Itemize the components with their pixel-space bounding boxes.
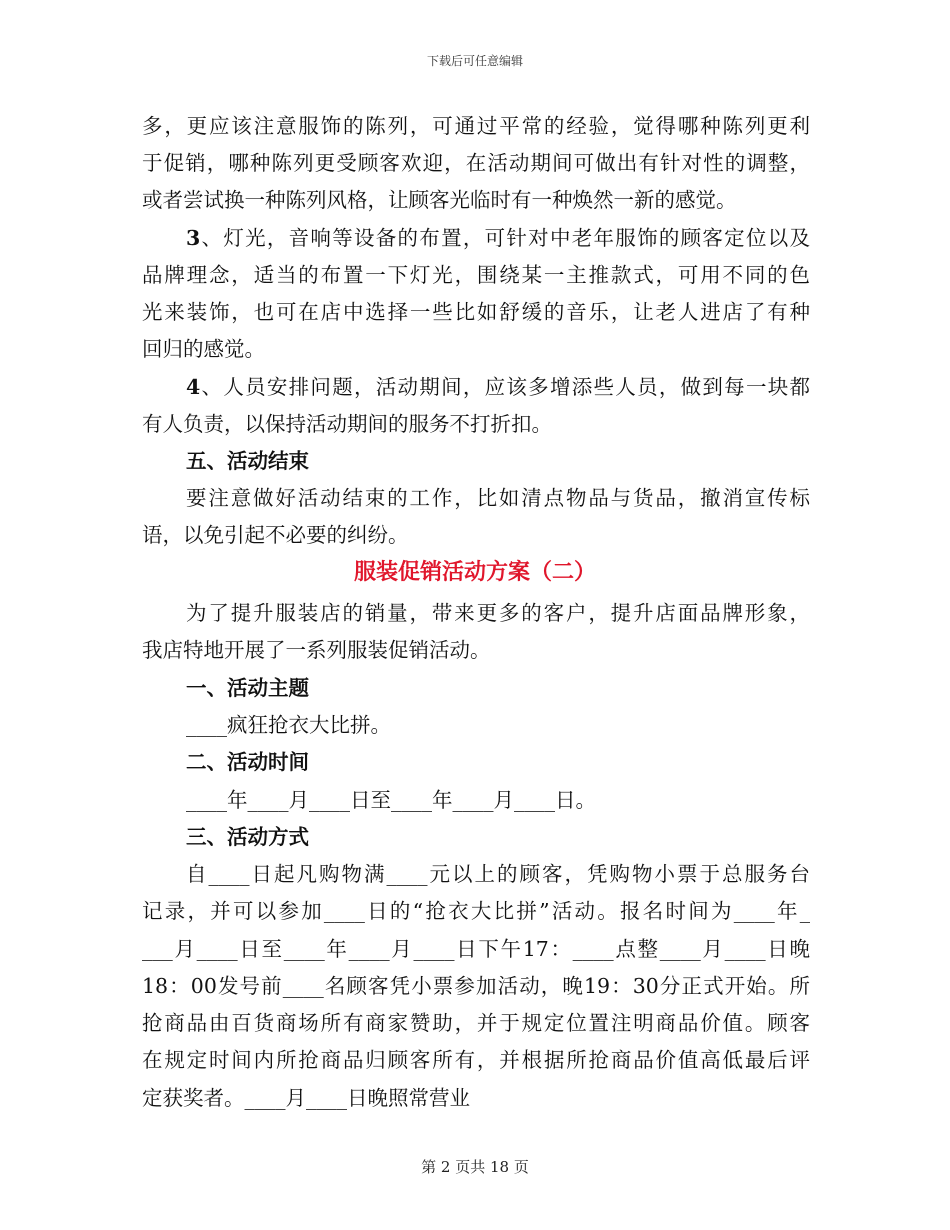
paragraph-line: 或者尝试换一种陈列风格，让顾客光临时有一种焕然一新的感觉。 [142, 188, 737, 212]
section-heading: 五、活动结束 [186, 449, 309, 473]
paragraph-line: 18：00发号前____名顾客凭小票参加活动，晚19：30分正式开始。所 [142, 974, 810, 998]
document-title: 服装促销活动方案（二） [353, 559, 596, 585]
paragraph-line: 定获奖者。____月____日晚照常营业 [142, 1086, 470, 1110]
list-item-number: 3 [186, 226, 201, 250]
paragraph-line: 回归的感觉。 [142, 337, 265, 361]
paragraph-line: 有人负责，以保持活动期间的服务不打折扣。 [142, 412, 552, 436]
paragraph-line: 为了提升服装店的销量，带来更多的客户，提升店面品牌形象， [186, 601, 810, 625]
page-footer: 第 2 页共 18 页 [421, 1158, 529, 1176]
paragraph-line: 记录，并可以参加____日的“抢衣大比拼”活动。报名时间为____年_ [142, 899, 810, 923]
paragraph-line: 于促销，哪种陈列更受顾客欢迎，在活动期间可做出有针对性的调整， [142, 151, 810, 175]
paragraph-line: 我店特地开展了一系列服装促销活动。 [142, 638, 491, 662]
page-header: 下载后可任意编辑 [426, 54, 523, 68]
list-item-3-line: 3、灯光，音响等设备的布置，可针对中老年服饰的顾客定位以及 [186, 226, 810, 250]
list-item-4-line: 4、人员安排问题，活动期间，应该多增添些人员，做到每一块都 [186, 375, 810, 399]
section-heading: 一、活动主题 [186, 676, 309, 700]
paragraph-line: 要注意做好活动结束的工作，比如清点物品与货品，撤消宣传标 [186, 486, 810, 510]
paragraph-line: 抢商品由百货商场所有商家赞助，并于规定位置注明商品价值。顾客 [142, 1011, 810, 1035]
paragraph-line: 语，以免引起不必要的纠纷。 [142, 523, 409, 547]
paragraph-line: ____疯狂抢衣大比拼。 [186, 713, 391, 737]
section-heading: 二、活动时间 [186, 750, 309, 774]
paragraph-line: 自____日起凡购物满____元以上的顾客，凭购物小票于总服务台 [186, 862, 810, 886]
paragraph-line: 光来装饰，也可在店中选择一些比如舒缓的音乐，让老人进店了有种 [142, 300, 810, 324]
section-heading: 三、活动方式 [186, 825, 309, 849]
paragraph-line: ___月____日至____年____月____日下午17：____点整____月____日晚 [142, 937, 810, 961]
paragraph-line: ____年____月____日至____年____月____日。 [186, 788, 596, 812]
paragraph-line: 品牌理念，适当的布置一下灯光，围绕某一主推款式，可用不同的色 [142, 263, 810, 287]
paragraph-line: 在规定时间内所抢商品归顾客所有，并根据所抢商品价值高低最后评 [142, 1048, 810, 1072]
paragraph-line: 多，更应该注意服饰的陈列，可通过平常的经验，觉得哪种陈列更利 [142, 114, 810, 138]
list-item-number: 4 [186, 375, 201, 399]
